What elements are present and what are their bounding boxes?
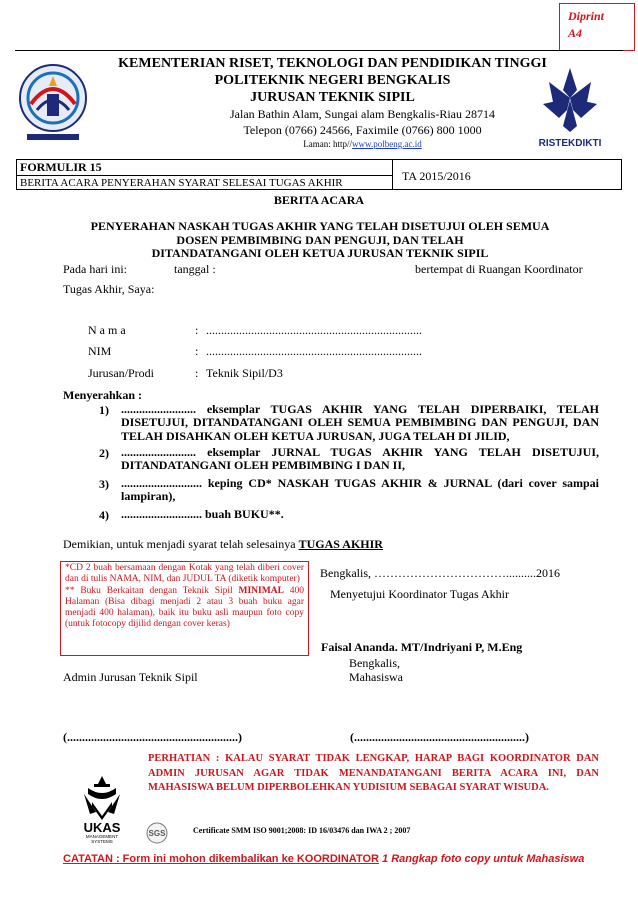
website-link[interactable]: www.polbeng.ac.id — [352, 139, 422, 149]
ristekdikti-text: RISTEKDIKTI — [538, 138, 602, 149]
ukas-sub1: MANAGEMENT — [85, 834, 119, 839]
intro-day: Pada hari ini: — [63, 262, 127, 276]
name-field[interactable]: ........................................................................ — [206, 323, 422, 337]
nim-label: NIM — [88, 344, 112, 358]
ristekdikti-logo — [525, 60, 615, 150]
place-label: Bengkalis, — [349, 656, 400, 670]
name-label: N a m a — [88, 323, 126, 337]
handover-item: ........................... keping CD* NASKAH TUGAS AKHIR & JURNAL (dari cover sampai lampiran), — [121, 476, 599, 504]
ukas-sub2: SYSTEMS — [91, 839, 113, 844]
stamp-line2: A4 — [568, 26, 583, 40]
approval-label: Menyetujui Koordinator Tugas Akhir — [330, 587, 509, 601]
website-prefix: Laman: http// — [303, 139, 353, 149]
item-number: 2) — [99, 446, 109, 460]
footer-copy-note: 1 Rangkap foto copy untuk Mahasiswa — [378, 853, 585, 865]
note-cd: *CD 2 buah bersamaan dengan Kotak yang telah diberi cover dan di tulis NAMA, NIM, dan JUDUL TA (diketik komputer) — [65, 563, 304, 585]
document-title: BERITA ACARA — [273, 193, 365, 207]
footer-note — [63, 853, 623, 865]
prodi-value: Teknik Sipil/D3 — [206, 366, 283, 380]
subtitle-line1: PENYERAHAN NASKAH TUGAS AKHIR YANG TELAH DISETUJUI OLEH SEMUA — [90, 219, 550, 233]
department-name: JURUSAN TEKNIK SIPIL — [250, 90, 415, 105]
item-number: 4) — [99, 508, 109, 522]
coordinator-name: Faisal Ananda. MT/Indriyani P, M.Eng — [321, 640, 523, 654]
name-colon: : — [195, 323, 199, 337]
form-number: FORMULIR 15 — [20, 160, 102, 174]
warning-text: PERHATIAN : KALAU SYARAT TIDAK LENGKAP, HARAP BAGI KOORDINATOR DAN ADMIN JURUSAN AGAR TIDAK MENANDATANGANI BERITA ACARA INI, DAN MAHASISWA BELUM DIPERBOLEHKAN YUDISIUM SEBAGAI SYARAT WISUDA. — [148, 753, 599, 793]
closing-text: Demikian, untuk menjadi syarat telah selesainya — [63, 537, 296, 551]
website — [140, 139, 585, 149]
ministry-name: KEMENTERIAN RISET, TEKNOLOGI DAN PENDIDIKAN TINGGI — [118, 56, 547, 71]
print-stamp — [559, 3, 635, 51]
prodi-label: Jurusan/Prodi — [88, 366, 154, 380]
stamp-line1: Diprint — [568, 9, 605, 23]
subtitle-line3: DITANDATANGANI OLEH KETUA JURUSAN TEKNIK SIPIL — [151, 246, 489, 260]
institution-name: POLITEKNIK NEGERI BENGKALIS — [214, 73, 451, 88]
intro-place: bertempat di Ruangan Koordinator — [415, 262, 583, 276]
nim-field[interactable]: ........................................................................ — [206, 344, 422, 358]
form-name: BERITA ACARA PENYERAHAN SYARAT SELESAI TUGAS AKHIR — [20, 177, 343, 189]
item-number: 1) — [99, 403, 109, 417]
closing-sentence — [63, 537, 383, 552]
item-number: 3) — [99, 477, 109, 491]
subtitle-line2: DOSEN PEMBIMBING DAN PENGUJI, DAN TELAH — [176, 232, 464, 247]
ukas-text: UKAS — [83, 820, 121, 835]
intro-place-cont: Tugas Akhir, Saya: — [63, 282, 155, 296]
handover-item: ......................... eksemplar JURNAL TUGAS AKHIR YANG TELAH DISETUJUI, DITANDATANGANI OLEH PEMBIMBING I DAN II, — [121, 445, 599, 473]
prodi-colon: : — [195, 366, 199, 380]
place-date: Bengkalis, ……………………………..........2016 — [320, 566, 560, 580]
header-rule — [15, 50, 623, 51]
address: Jalan Bathin Alam, Sungai alam Bengkalis-Riau 28714 — [230, 107, 495, 121]
notes-box — [60, 561, 309, 656]
sgs-text: SGS — [148, 829, 166, 838]
student-label: Mahasiswa — [349, 670, 403, 684]
admin-signature-line[interactable]: (.........................................................) — [63, 730, 242, 744]
handover-item: ......................... eksemplar TUGAS AKHIR YANG TELAH DIPERBAIKI, TELAH DISETUJUI, DITANDATANGANI OLEH SEMUA PEMBIMBING DAN PENGUJI, DAN TELAH DISAHKAN OLEH KETUA JURUSAN, JUGA TELAH DI JILID, — [121, 402, 599, 443]
phone: Telepon (0766) 24566, Faximile (0766) 800 1000 — [243, 123, 482, 137]
handover-heading: Menyerahkan : — [63, 388, 142, 402]
student-signature-line[interactable]: (.........................................................) — [350, 730, 529, 744]
handover-item: ........................... buah BUKU**. — [121, 507, 284, 521]
academic-year: TA 2015/2016 — [402, 169, 471, 183]
document-subtitle — [75, 220, 565, 261]
nim-colon: : — [195, 344, 199, 358]
ukas-logo — [66, 772, 138, 844]
note-book: ** Buku Berkaitan dengan Teknik Sipil MINIMAL 400 Halaman (Bisa dibagi menjadi 2 atau 3 buah buku agar menjadi 400 halaman), baik itu buku asli maupun foto copy (untuk fotocopy dijilid dengan cover keras) — [65, 585, 304, 630]
closing-emphasis: TUGAS AKHIR — [298, 537, 383, 551]
sgs-logo — [141, 821, 173, 847]
footer-return-note: CATATAN : Form ini mohon dikembalikan ke KOORDINATOR — [63, 853, 379, 865]
admin-label: Admin Jurusan Teknik Sipil — [63, 670, 198, 684]
certificate-text: Certificate SMM ISO 9001;2008: ID 16/03476 dan IWA 2 ; 2007 — [193, 826, 411, 835]
intro-date: tanggal : — [174, 262, 216, 276]
